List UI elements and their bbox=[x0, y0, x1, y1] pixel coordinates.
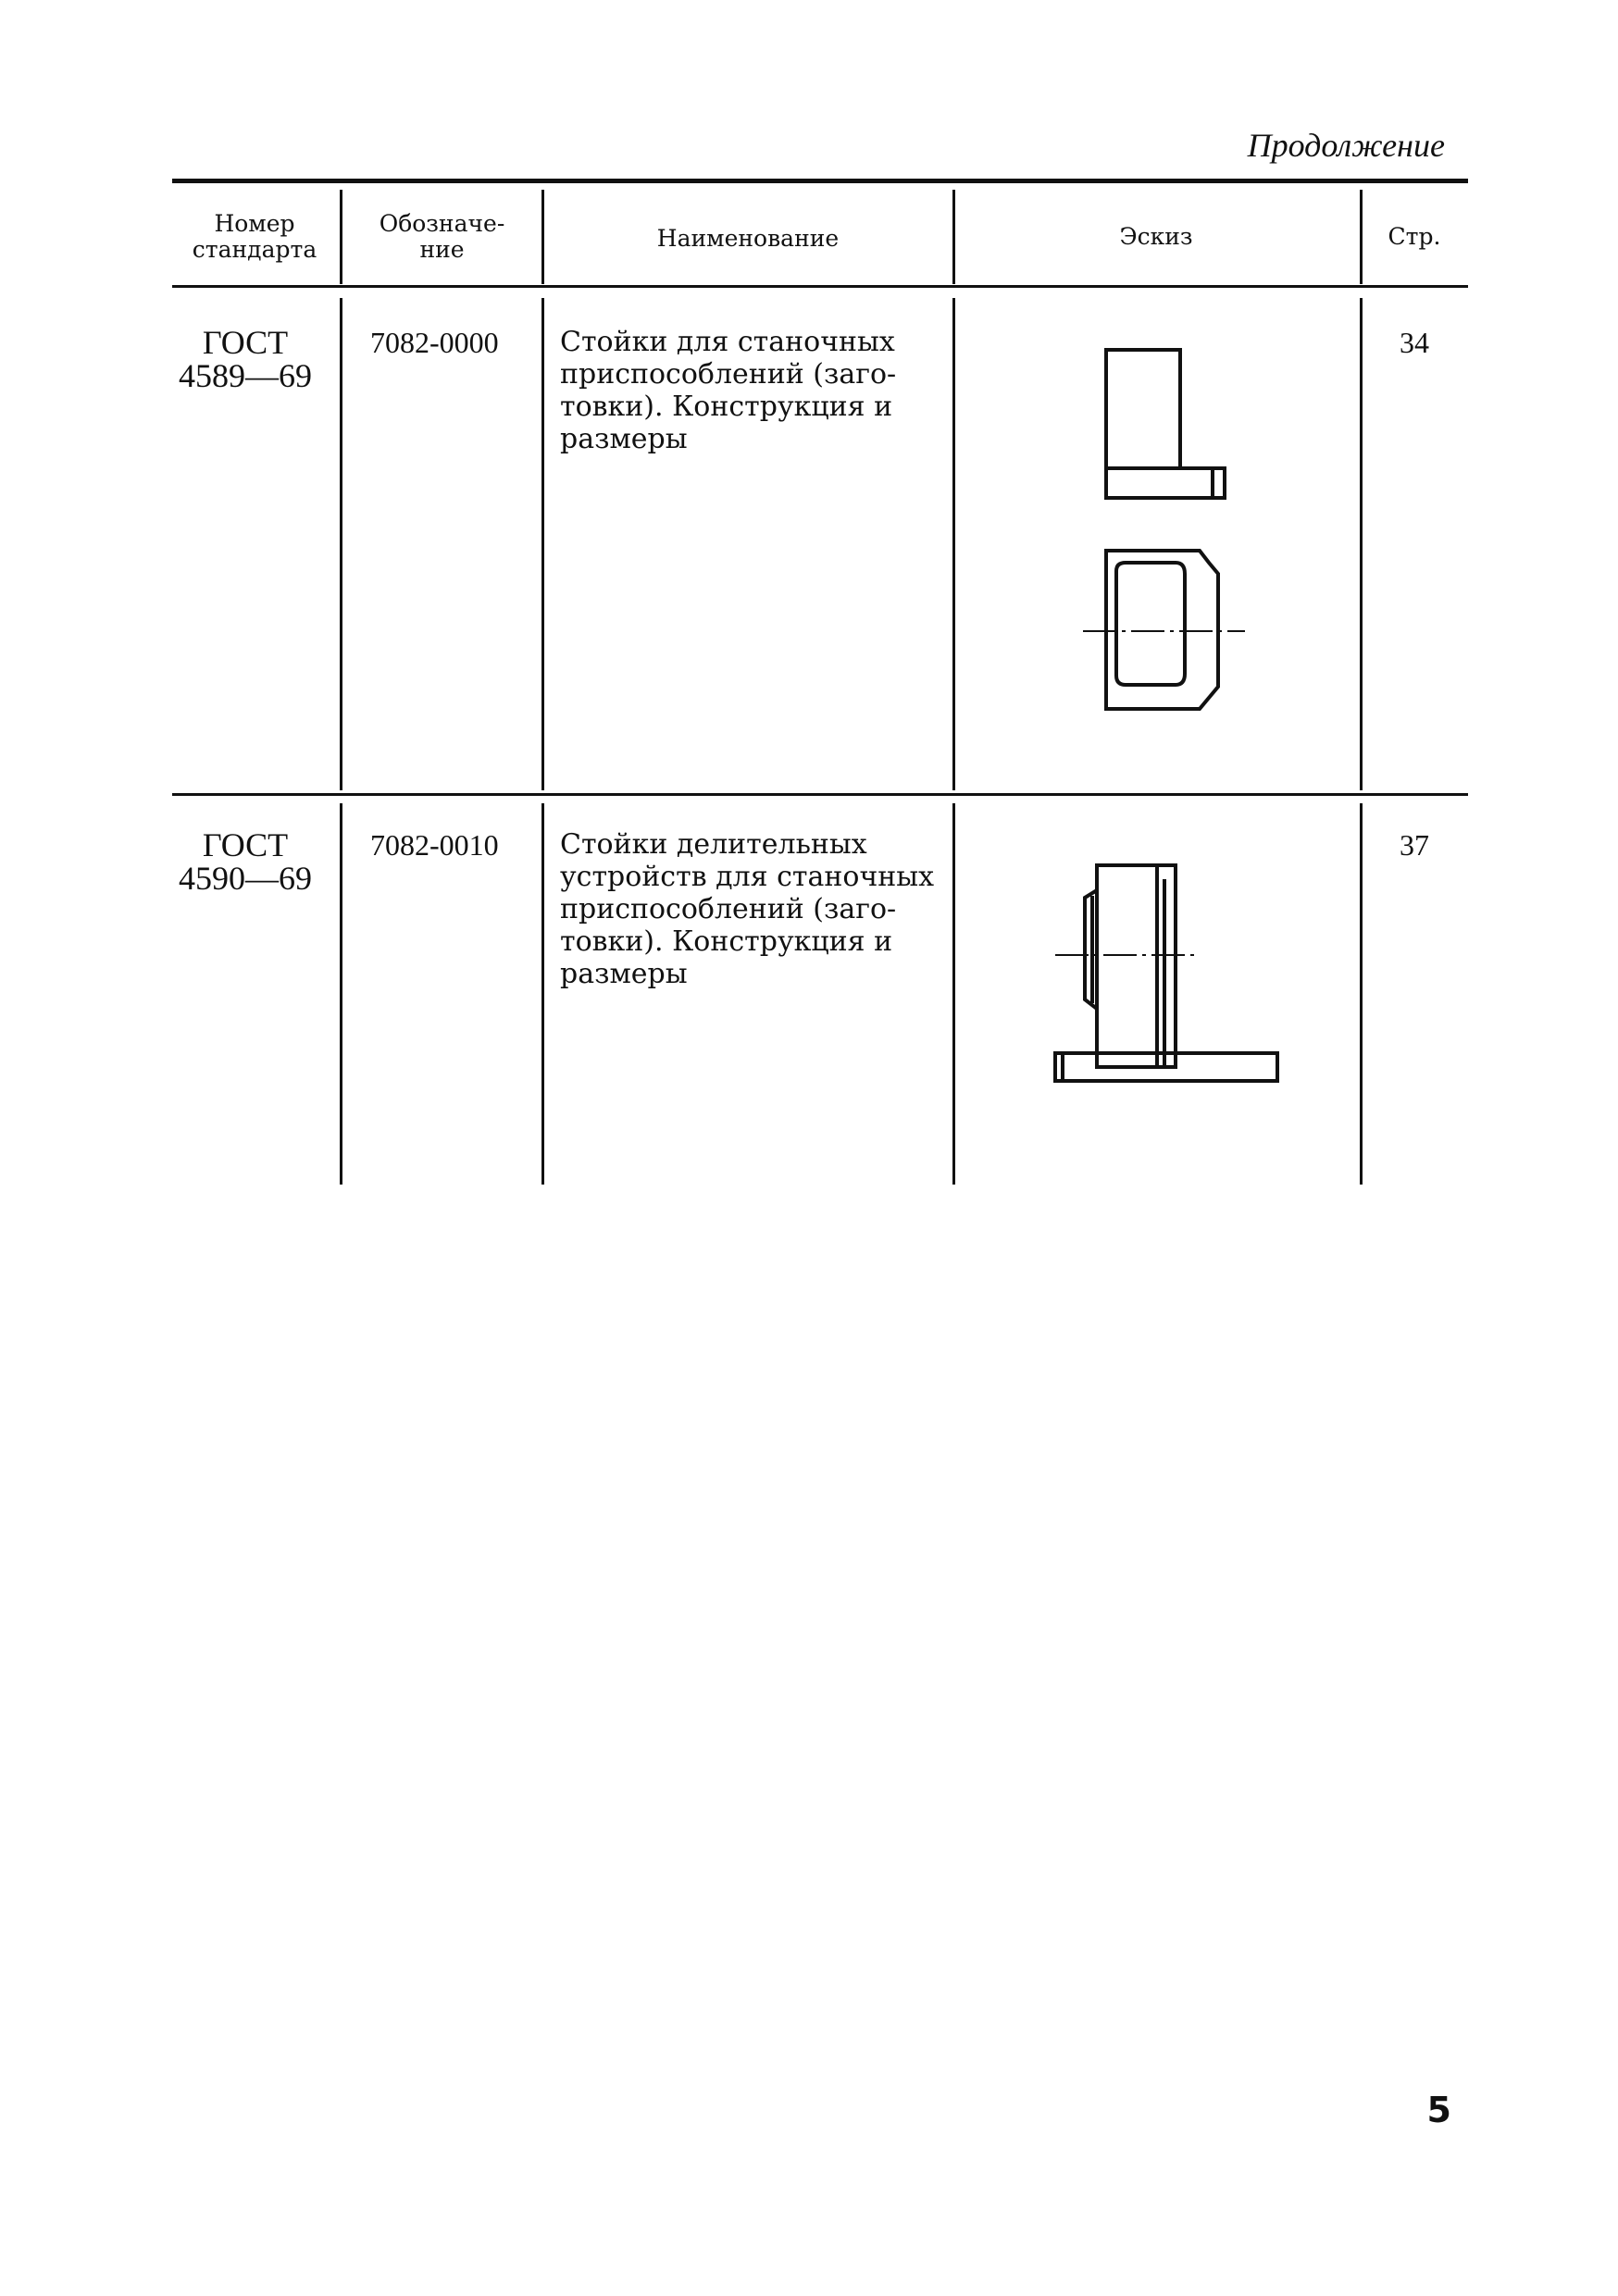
header-sketch: Эскиз bbox=[1119, 223, 1193, 250]
header-designation-line: ние bbox=[419, 236, 465, 263]
row-designation: 7082-0000 bbox=[370, 326, 499, 359]
standard-line: 4589—69 bbox=[179, 357, 312, 394]
standard-line: ГОСТ bbox=[202, 324, 289, 361]
header-page: Стр. bbox=[1388, 223, 1441, 250]
continuation-label: Продолжение bbox=[1247, 127, 1445, 164]
row-name bbox=[560, 326, 940, 455]
indexing-stand-sketch-icon bbox=[1046, 851, 1287, 1092]
name-line: приспособлений (заго- bbox=[560, 358, 897, 391]
standard-line: 4590—69 bbox=[179, 860, 312, 897]
name-line: приспособлений (заго- bbox=[560, 893, 897, 925]
header-designation-line: Обозначе- bbox=[379, 210, 505, 237]
header-standard-line: Номер bbox=[214, 210, 295, 237]
row-name bbox=[560, 828, 940, 990]
standard-line: ГОСТ bbox=[202, 826, 289, 863]
name-line: товки). Конструкция и bbox=[560, 391, 893, 423]
column-divider bbox=[541, 298, 544, 790]
row-standard-number bbox=[167, 326, 324, 392]
row-page-ref: 34 bbox=[1400, 326, 1429, 359]
column-divider bbox=[1360, 803, 1363, 1185]
page-number: 5 bbox=[1426, 2090, 1451, 2130]
table-header-rule bbox=[172, 285, 1468, 288]
header-standard-line: стандарта bbox=[192, 236, 317, 263]
column-divider bbox=[1360, 298, 1363, 790]
column-divider bbox=[340, 190, 342, 284]
name-line: размеры bbox=[560, 958, 688, 990]
column-divider bbox=[952, 803, 955, 1185]
row-designation: 7082-0010 bbox=[370, 828, 499, 862]
column-divider bbox=[952, 190, 955, 284]
row-page-ref: 37 bbox=[1400, 828, 1429, 862]
column-divider bbox=[952, 298, 955, 790]
name-line: Стойки для станочных bbox=[560, 326, 895, 358]
row-divider-rule bbox=[172, 793, 1468, 796]
column-divider bbox=[340, 803, 342, 1185]
column-divider bbox=[340, 298, 342, 790]
row-standard-number bbox=[167, 828, 324, 895]
name-line: размеры bbox=[560, 423, 688, 455]
header-standard-number bbox=[176, 211, 333, 263]
name-line: товки). Конструкция и bbox=[560, 925, 893, 958]
name-line: устройств для станочных bbox=[560, 861, 935, 893]
column-divider bbox=[541, 190, 544, 284]
stand-blank-sketch-icon bbox=[1064, 342, 1268, 731]
column-divider bbox=[541, 803, 544, 1185]
column-divider bbox=[1360, 190, 1363, 284]
header-designation bbox=[347, 211, 537, 263]
header-name: Наименование bbox=[656, 225, 840, 252]
name-line: Стойки делительных bbox=[560, 828, 867, 861]
table-top-rule bbox=[172, 179, 1468, 183]
